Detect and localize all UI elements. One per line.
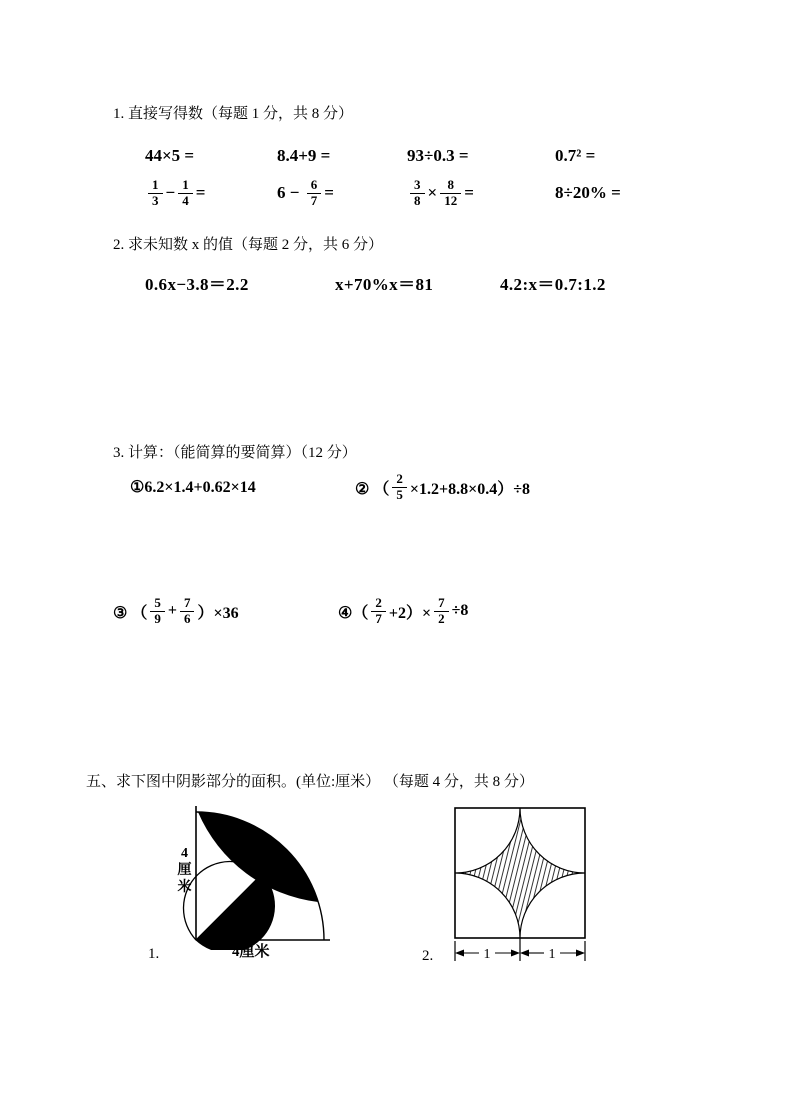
expression-6-minus-sixsevenths [277, 178, 407, 209]
figure2-drawing [445, 803, 597, 967]
fraction [150, 596, 165, 627]
section2-title: 2. 求未知数 x 的值（每题 2 分，共 6 分） [113, 237, 384, 253]
fraction [307, 178, 322, 209]
hatched-star-shape [455, 808, 585, 938]
equation-1: 0.6x−3.8＝2.2 [145, 275, 249, 294]
fraction [371, 596, 386, 627]
numerator: 7 [438, 595, 445, 610]
section3-row2 [113, 596, 468, 627]
equals-sign: = [324, 183, 334, 203]
operator: + [167, 602, 177, 620]
denominator: 2 [434, 611, 449, 627]
problem-4 [338, 596, 468, 627]
figure1-bottom-dimension-label: 4厘米 [232, 944, 270, 960]
problem-3-prefix: ③ （ [113, 604, 148, 622]
denominator: 4 [178, 193, 193, 209]
dimension-label-left: 1 [483, 947, 491, 962]
figure1-drawing [182, 800, 334, 950]
figure-2 [445, 803, 597, 968]
section5-title: 五、求下图中阴影部分的面积。(单位:厘米） （每题 4 分，共 8 分） [86, 774, 534, 790]
figure1-left-dimension-label: 4厘米 [177, 846, 192, 895]
numerator: 1 [182, 177, 189, 192]
equals-sign: = [464, 183, 474, 203]
denominator: 5 [392, 487, 407, 503]
expression-thirds-minus-quarter [145, 178, 277, 209]
fraction [178, 178, 193, 209]
denominator: 9 [150, 611, 165, 627]
problem-3-suffix: ）×36 [197, 604, 239, 622]
problem-2-suffix: ×1.2+8.8×0.4）÷8 [409, 480, 530, 498]
numerator: 1 [152, 177, 159, 192]
section1-row2 [145, 178, 621, 209]
expression-44x5: 44×5 = [145, 146, 195, 165]
expression-93div0.3: 93÷0.3 = [407, 146, 469, 165]
arrowhead-center-left [511, 950, 520, 957]
arrowhead-center-right [520, 950, 529, 957]
numerator: 2 [375, 595, 382, 610]
operand: 6 − [277, 183, 304, 203]
denominator: 8 [410, 193, 425, 209]
problem-1: ①6.2×1.4+0.62×14 [130, 479, 256, 497]
fraction [434, 596, 449, 627]
problem-2-prefix: ② （ [355, 480, 390, 498]
problem-2 [355, 472, 530, 503]
problem-4-prefix: ④（ [338, 604, 369, 622]
figure1-caption: 1. [148, 946, 160, 962]
fraction [180, 596, 195, 627]
section3-title: 3. 计算：（能简算的要简算）（12 分） [113, 445, 357, 461]
operator: − [165, 183, 176, 203]
shaded-leaf-half [196, 874, 274, 950]
figure2-caption: 2. [422, 948, 434, 964]
denominator: 7 [371, 611, 386, 627]
fraction [148, 178, 163, 209]
denominator: 6 [180, 611, 195, 627]
section3-row1 [130, 472, 530, 503]
arrowhead-left [455, 950, 464, 957]
problem-4-suffix: ÷8 [451, 602, 469, 620]
denominator: 7 [307, 193, 322, 209]
expression-8-div-20pct: 8÷20% = [555, 183, 621, 203]
figure-1 [170, 800, 350, 965]
numerator: 5 [154, 595, 161, 610]
section1-title: 1. 直接写得数（每题 1 分，共 8 分） [113, 106, 354, 122]
denominator: 3 [148, 193, 163, 209]
expression-fraction-product [407, 178, 555, 209]
equation-2: x+70%x＝81 [335, 275, 434, 294]
section1-row1 [145, 146, 595, 166]
arrowhead-right [576, 950, 585, 957]
problem-4-middle: +2）× [388, 604, 432, 622]
operator: × [427, 183, 438, 203]
denominator: 12 [440, 193, 461, 209]
expression-0.7squared: 0.7² = [555, 146, 596, 165]
numerator: 6 [310, 177, 318, 192]
section2-equations [145, 270, 606, 295]
fraction [410, 178, 425, 209]
numerator: 8 [447, 177, 454, 192]
numerator: 7 [183, 595, 191, 610]
equation-3: 4.2:x＝0.7:1.2 [500, 275, 606, 294]
dimension-label-right: 1 [548, 947, 556, 962]
numerator: 3 [414, 177, 421, 192]
fraction [440, 178, 461, 209]
expression-8.4plus9: 8.4+9 = [277, 146, 331, 165]
numerator: 2 [396, 471, 403, 486]
equals-sign: = [195, 183, 206, 203]
problem-3 [113, 596, 338, 627]
fraction [392, 472, 407, 503]
